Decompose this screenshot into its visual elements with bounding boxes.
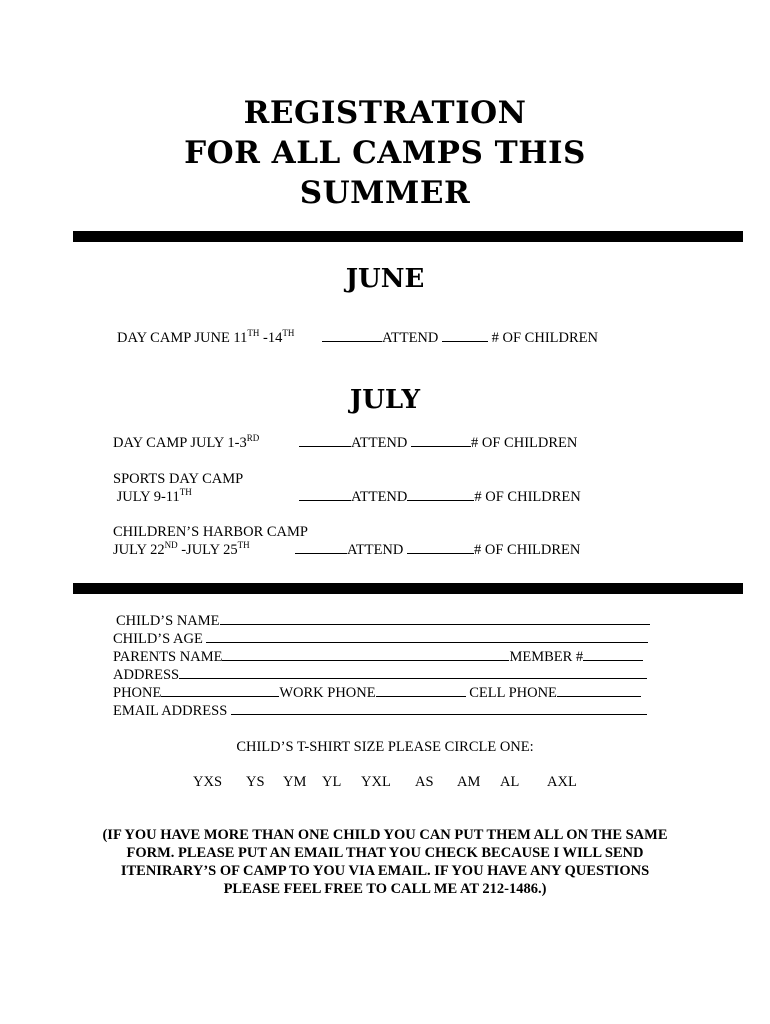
child-name-row: CHILD’S NAME <box>116 612 650 630</box>
size-option-yl[interactable]: YL <box>322 774 342 790</box>
july-day-camp-attend: ATTEND # OF CHILDREN <box>299 434 577 452</box>
child-age-row: CHILD’S AGE <box>113 630 648 648</box>
email-row: EMAIL ADDRESS <box>113 702 647 720</box>
harbor-camp-label-line-1: CHILDREN’S HARBOR CAMP <box>113 524 308 540</box>
child-name-field[interactable] <box>220 612 650 625</box>
parents-name-field[interactable] <box>222 648 509 661</box>
june-day-camp-label: DAY CAMP JUNE 11TH -14TH <box>117 328 295 346</box>
size-option-ym[interactable]: YM <box>283 774 307 790</box>
address-field[interactable] <box>179 666 647 679</box>
sports-camp-attend: ATTEND # OF CHILDREN <box>299 488 581 506</box>
sports-camp-attend-blank[interactable] <box>299 488 351 501</box>
cell-phone-field[interactable] <box>557 684 641 697</box>
size-option-axl[interactable]: AXL <box>547 774 577 790</box>
june-heading: JUNE <box>345 264 425 294</box>
instructions-note: (IF YOU HAVE MORE THAN ONE CHILD YOU CAN PUT THEM ALL ON THE SAME FORM. PLEASE PUT AN EMAIL THAT YOU CHECK BECAUSE I WILL SEND ITENIRARY’S OF CAMP TO YOU VIA EMAIL. IF YOU HAVE ANY QUESTIONS PLEASE FEEL FREE TO CALL ME AT 212-1486.) <box>102 827 668 897</box>
size-option-as[interactable]: AS <box>415 774 434 790</box>
address-row: ADDRESS <box>113 666 647 684</box>
sports-camp-label-line-1: SPORTS DAY CAMP <box>113 471 244 487</box>
email-field[interactable] <box>231 702 647 715</box>
harbor-camp-children-blank[interactable] <box>407 541 474 554</box>
june-day-camp-attend: ATTEND # OF CHILDREN <box>322 329 598 347</box>
work-phone-field[interactable] <box>376 684 466 697</box>
child-age-field[interactable] <box>206 630 648 643</box>
june-attend-blank[interactable] <box>322 329 382 342</box>
size-option-al[interactable]: AL <box>500 774 520 790</box>
page-title-line-3: SUMMER <box>299 175 471 211</box>
july-heading: JULY <box>349 385 421 415</box>
harbor-camp-attend: ATTEND # OF CHILDREN <box>295 541 580 559</box>
member-number-field[interactable] <box>583 648 643 661</box>
size-option-yxl[interactable]: YXL <box>361 774 391 790</box>
page-title-line-1: REGISTRATION <box>243 95 527 131</box>
page-title-line-2: FOR ALL CAMPS THIS <box>184 135 586 171</box>
size-option-ys[interactable]: YS <box>246 774 265 790</box>
section-divider-top <box>73 231 743 242</box>
sports-camp-children-blank[interactable] <box>407 488 474 501</box>
phone-row: PHONE WORK PHONE CELL PHONE <box>113 684 641 702</box>
section-divider-bottom <box>73 583 743 594</box>
harbor-camp-attend-blank[interactable] <box>295 541 347 554</box>
parents-name-row: PARENTS NAME MEMBER # <box>113 648 643 666</box>
sports-camp-label-line-2: JULY 9-11TH <box>113 487 192 505</box>
june-children-blank[interactable] <box>442 329 488 342</box>
tshirt-size-prompt: CHILD’S T-SHIRT SIZE PLEASE CIRCLE ONE: <box>236 739 534 755</box>
harbor-camp-label-line-2: JULY 22ND -JULY 25TH <box>113 540 250 558</box>
phone-field[interactable] <box>161 684 279 697</box>
size-option-yxs[interactable]: YXS <box>193 774 223 790</box>
size-option-am[interactable]: AM <box>457 774 481 790</box>
july-day-camp-attend-blank[interactable] <box>299 434 351 447</box>
july-day-camp-label: DAY CAMP JULY 1-3RD <box>113 433 260 451</box>
july-day-camp-children-blank[interactable] <box>411 434 471 447</box>
